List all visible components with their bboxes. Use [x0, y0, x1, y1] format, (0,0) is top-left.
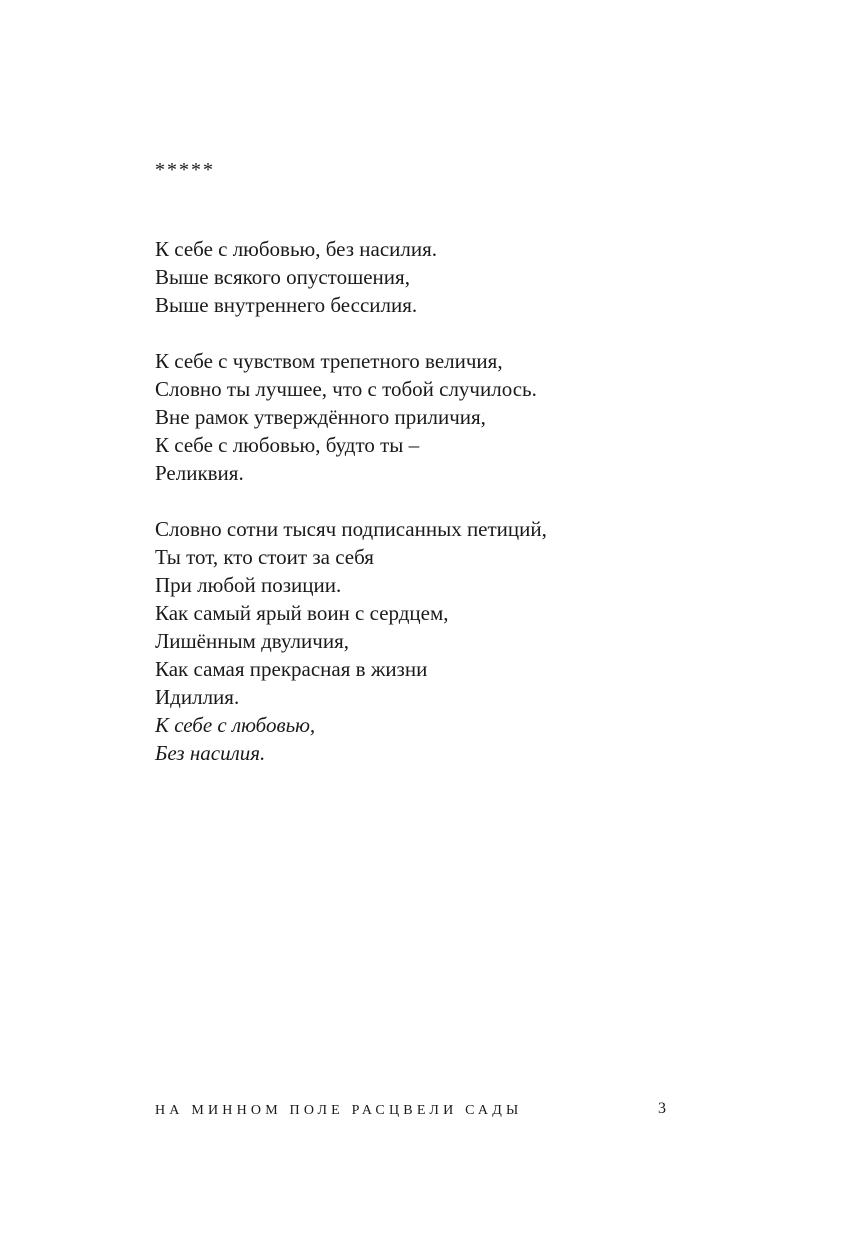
poem-line: Ты тот, кто стоит за себя — [155, 545, 374, 569]
poem-line-italic: К себе с любовью, — [155, 713, 316, 737]
stanza-3 — [155, 515, 755, 767]
stanza-2 — [155, 347, 755, 487]
poem-line: Лишённым двуличия, — [155, 629, 349, 653]
poem-line-italic: Без насилия. — [155, 741, 266, 765]
poem-line: К себе с любовью, без насилия. — [155, 237, 438, 261]
poem-line: Реликвия. — [155, 461, 244, 485]
poem-line: Вне рамок утверждённого приличия, — [155, 405, 486, 429]
poem-line: Выше внутреннего бессилия. — [155, 293, 418, 317]
poem — [155, 235, 755, 795]
poem-line: Как самая прекрасная в жизни — [155, 657, 428, 681]
poem-line: К себе с чувством трепетного величия, — [155, 349, 503, 373]
section-separator: ***** — [155, 159, 215, 181]
poem-line: Как самый ярый воин с сердцем, — [155, 601, 449, 625]
page-number: 3 — [658, 1100, 666, 1117]
poem-line: Словно сотни тысяч подписанных петиций, — [155, 517, 547, 541]
poem-line: К себе с любовью, будто ты – — [155, 433, 420, 457]
poem-line: Словно ты лучшее, что с тобой случилось. — [155, 377, 537, 401]
running-footer-book-title: НА МИННОМ ПОЛЕ РАСЦВЕЛИ САДЫ — [155, 1103, 523, 1118]
poem-line: Выше всякого опустошения, — [155, 265, 410, 289]
poem-line: Идиллия. — [155, 685, 240, 709]
poem-line: При любой позиции. — [155, 573, 342, 597]
stanza-1 — [155, 235, 755, 319]
